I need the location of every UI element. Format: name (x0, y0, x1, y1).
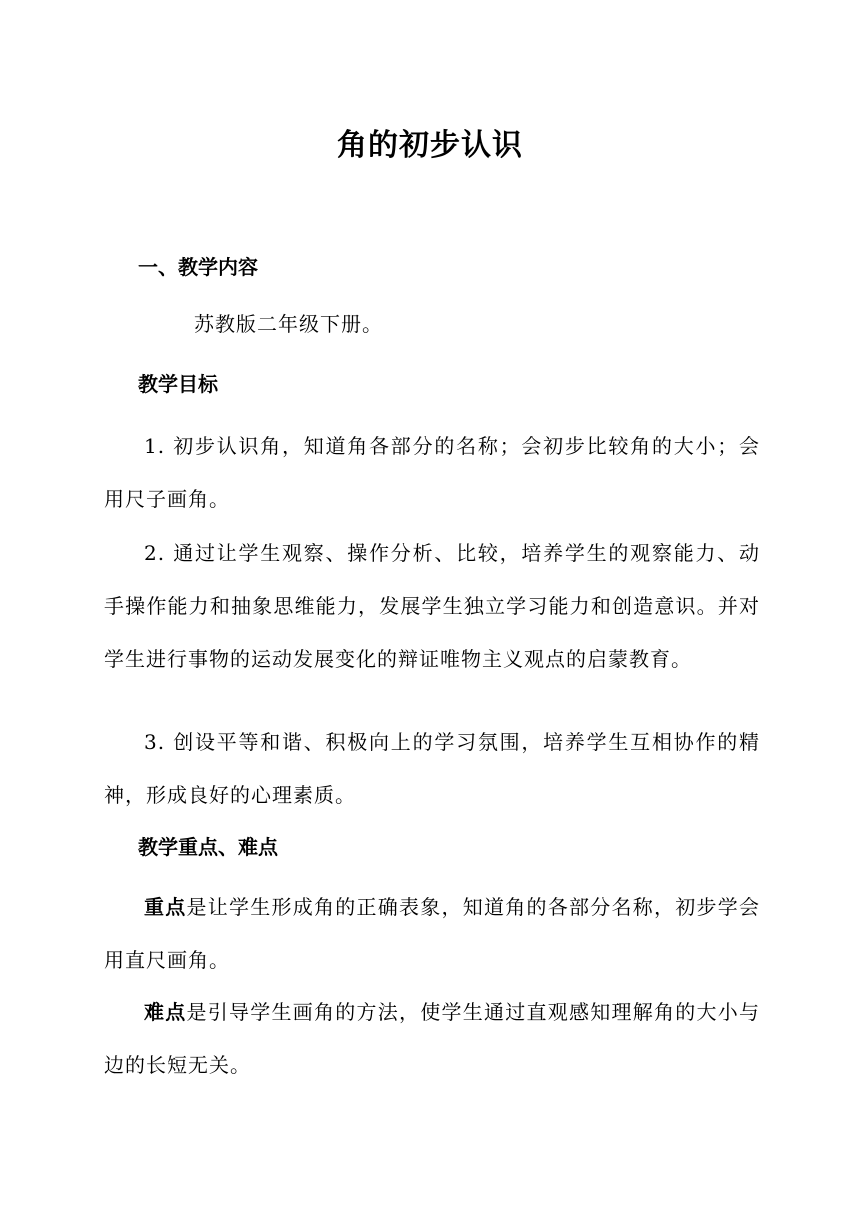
difficulty-paragraph (104, 986, 760, 1092)
difficulty-text: 是引导学生画角的方法，使学生通过直观感知理解角的大小与边的长短无关。 (104, 1000, 760, 1077)
key-point-label: 重点 (144, 895, 187, 919)
document-title: 角的初步认识 (337, 128, 523, 163)
teaching-content-text: 苏教版二年级下册。 (194, 312, 383, 336)
key-point-text: 是让学生形成角的正确表象，知道角的各部分名称，初步学会用直尺画角。 (104, 895, 760, 972)
goal-item-2: 2. 通过让学生观察、操作分析、比较，培养学生的观察能力、动手操作能力和抽象思维能力，发展学生独立学习能力和创造意识。并对学生进行事物的运动发展变化的辩证唯物主义观点的启蒙教育。 (104, 541, 760, 671)
key-point-paragraph (104, 881, 760, 987)
section-heading-teaching-content: 一、教学内容 (138, 255, 258, 279)
section-heading-key-difficulty: 教学重点、难点 (138, 835, 278, 859)
goal-item-1: 1. 初步认识角，知道角各部分的名称；会初步比较角的大小；会用尺子画角。 (104, 434, 760, 511)
difficulty-label: 难点 (144, 1000, 187, 1024)
section-heading-teaching-goals: 教学目标 (138, 372, 218, 396)
goal-item-3: 3. 创设平等和谐、积极向上的学习氛围，培养学生互相协作的精神，形成良好的心理素质。 (104, 730, 760, 807)
